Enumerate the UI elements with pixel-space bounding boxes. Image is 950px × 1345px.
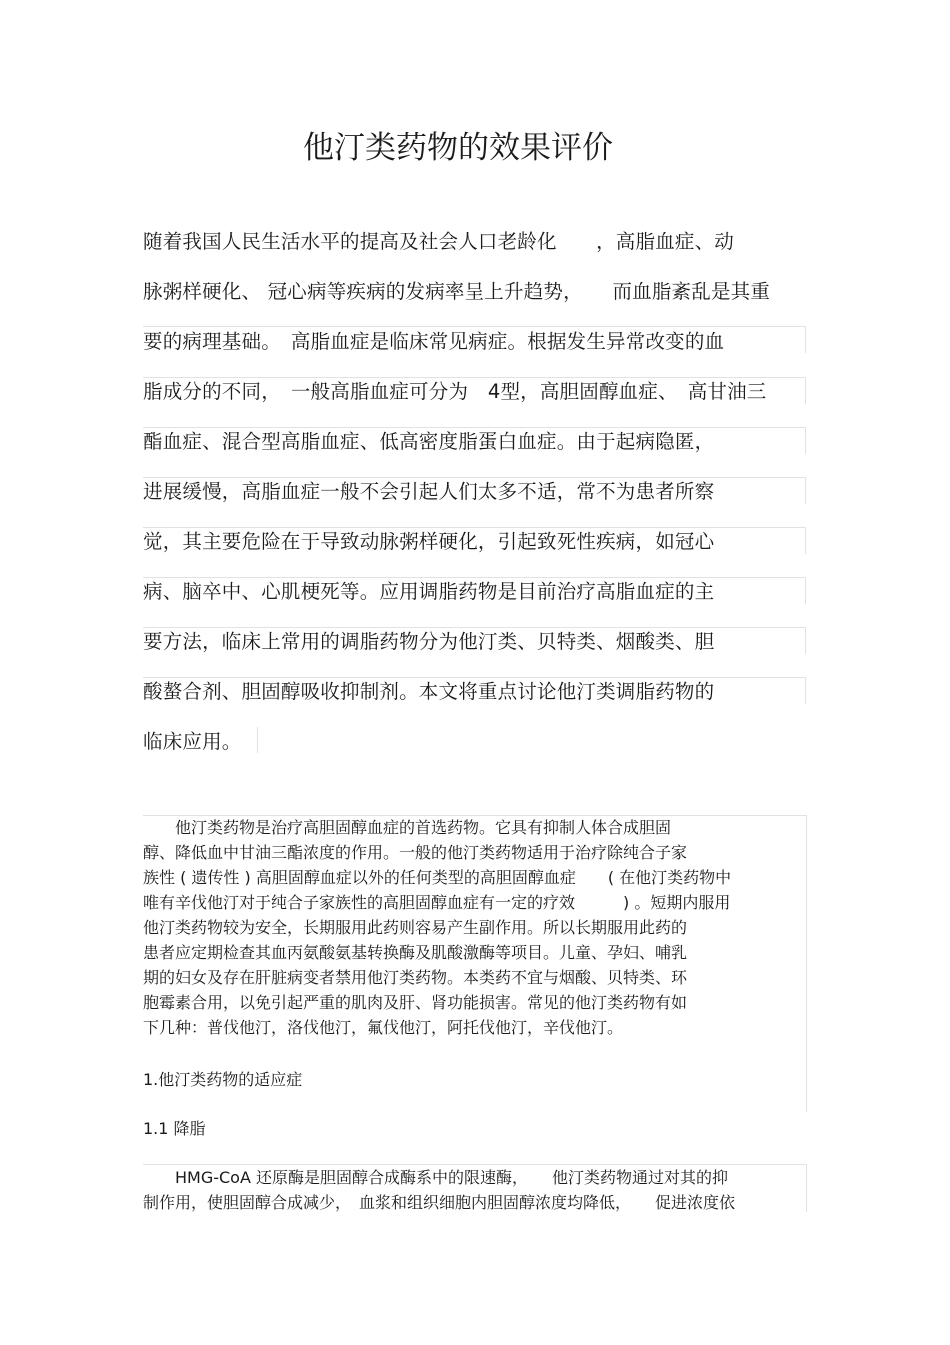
intro-line: 要方法，临床上常用的调脂药物分为他汀类、贝特类、烟酸类、胆 xyxy=(143,630,715,653)
body-line: 他汀类药物是治疗高胆固醇血症的首选药物。它具有抑制人体合成胆固 xyxy=(143,818,672,837)
body-line: 醇、降低血中甘油三酯浓度的作用。一般的他汀类药物适用于治疗除纯合子家 xyxy=(143,843,688,862)
intro-line: 临床应用。 xyxy=(143,730,242,753)
intro-line: 酸螯合剂、胆固醇吸收抑制剂。本文将重点讨论他汀类调脂药物的 xyxy=(143,680,715,703)
body-line: 唯有辛伐他汀对于纯合子家族性的高胆固醇血症有一定的疗效 ) 。短期内服用 xyxy=(143,893,731,912)
document-title: 他汀类药物的效果评价 xyxy=(303,130,613,166)
scan-rule xyxy=(143,815,807,816)
scan-rule xyxy=(257,727,258,753)
body-line: 患者应定期检查其血丙氨酸氨基转换酶及肌酸激酶等项目。儿童、孕妇、哺乳 xyxy=(143,943,688,962)
intro-line: 病、脑卒中、心肌梗死等。应用调脂药物是目前治疗高脂血症的主 xyxy=(143,580,715,603)
body-line: 下几种：普伐他汀，洛伐他汀，氟伐他汀，阿托伐他汀，辛伐他汀。 xyxy=(143,1018,624,1037)
intro-line: 觉，其主要危险在于导致动脉粥样硬化，引起致死性疾病，如冠心 xyxy=(143,530,715,553)
final-line: 制作用，使胆固醇合成减少， 血浆和组织细胞内胆固醇浓度均降低， 促进浓度依 xyxy=(143,1193,736,1212)
body-line: 他汀类药物较为安全，长期服用此药则容易产生副作用。所以长期服用此药的 xyxy=(143,918,688,937)
intro-line: 脂成分的不同， 一般高脂血症可分为 4型，高胆固醇血症、 高甘油三 xyxy=(143,380,767,403)
intro-line: 要的病理基础。 高脂血症是临床常见病症。根据发生异常改变的血 xyxy=(143,330,725,353)
section-heading: 1.他汀类药物的适应症 xyxy=(143,1070,303,1089)
body-line: 胞霉素合用，以免引起严重的肌肉及肝、肾功能损害。常见的他汀类药物有如 xyxy=(143,993,688,1012)
scan-rule xyxy=(806,1164,807,1212)
intro-line: 随着我国人民生活水平的提高及社会人口老龄化 ，高脂血症、动 xyxy=(143,230,735,253)
intro-line: 酯血症、混合型高脂血症、低高密度脂蛋白血症。由于起病隐匿， xyxy=(143,430,715,453)
body-line: 族性 ( 遗传性 ) 高胆固醇血症以外的任何类型的高胆固醇血症 ( 在他汀类药物中 xyxy=(143,868,732,887)
intro-line: 脉粥样硬化、 冠心病等疾病的发病率呈上升趋势， 而血脂紊乱是其重 xyxy=(143,280,771,303)
scan-rule xyxy=(143,1164,807,1165)
subsection-heading: 1.1 降脂 xyxy=(143,1119,206,1138)
body-line: 期的妇女及存在肝脏病变者禁用他汀类药物。本类药不宜与烟酸、贝特类、环 xyxy=(143,968,688,987)
intro-line: 进展缓慢，高脂血症一般不会引起人们太多不适，常不为患者所察 xyxy=(143,480,715,503)
final-line: HMG-CoA 还原酶是胆固醇合成酶系中的限速酶， 他汀类药物通过对其的抑 xyxy=(143,1168,729,1187)
scan-rule xyxy=(806,815,807,1112)
